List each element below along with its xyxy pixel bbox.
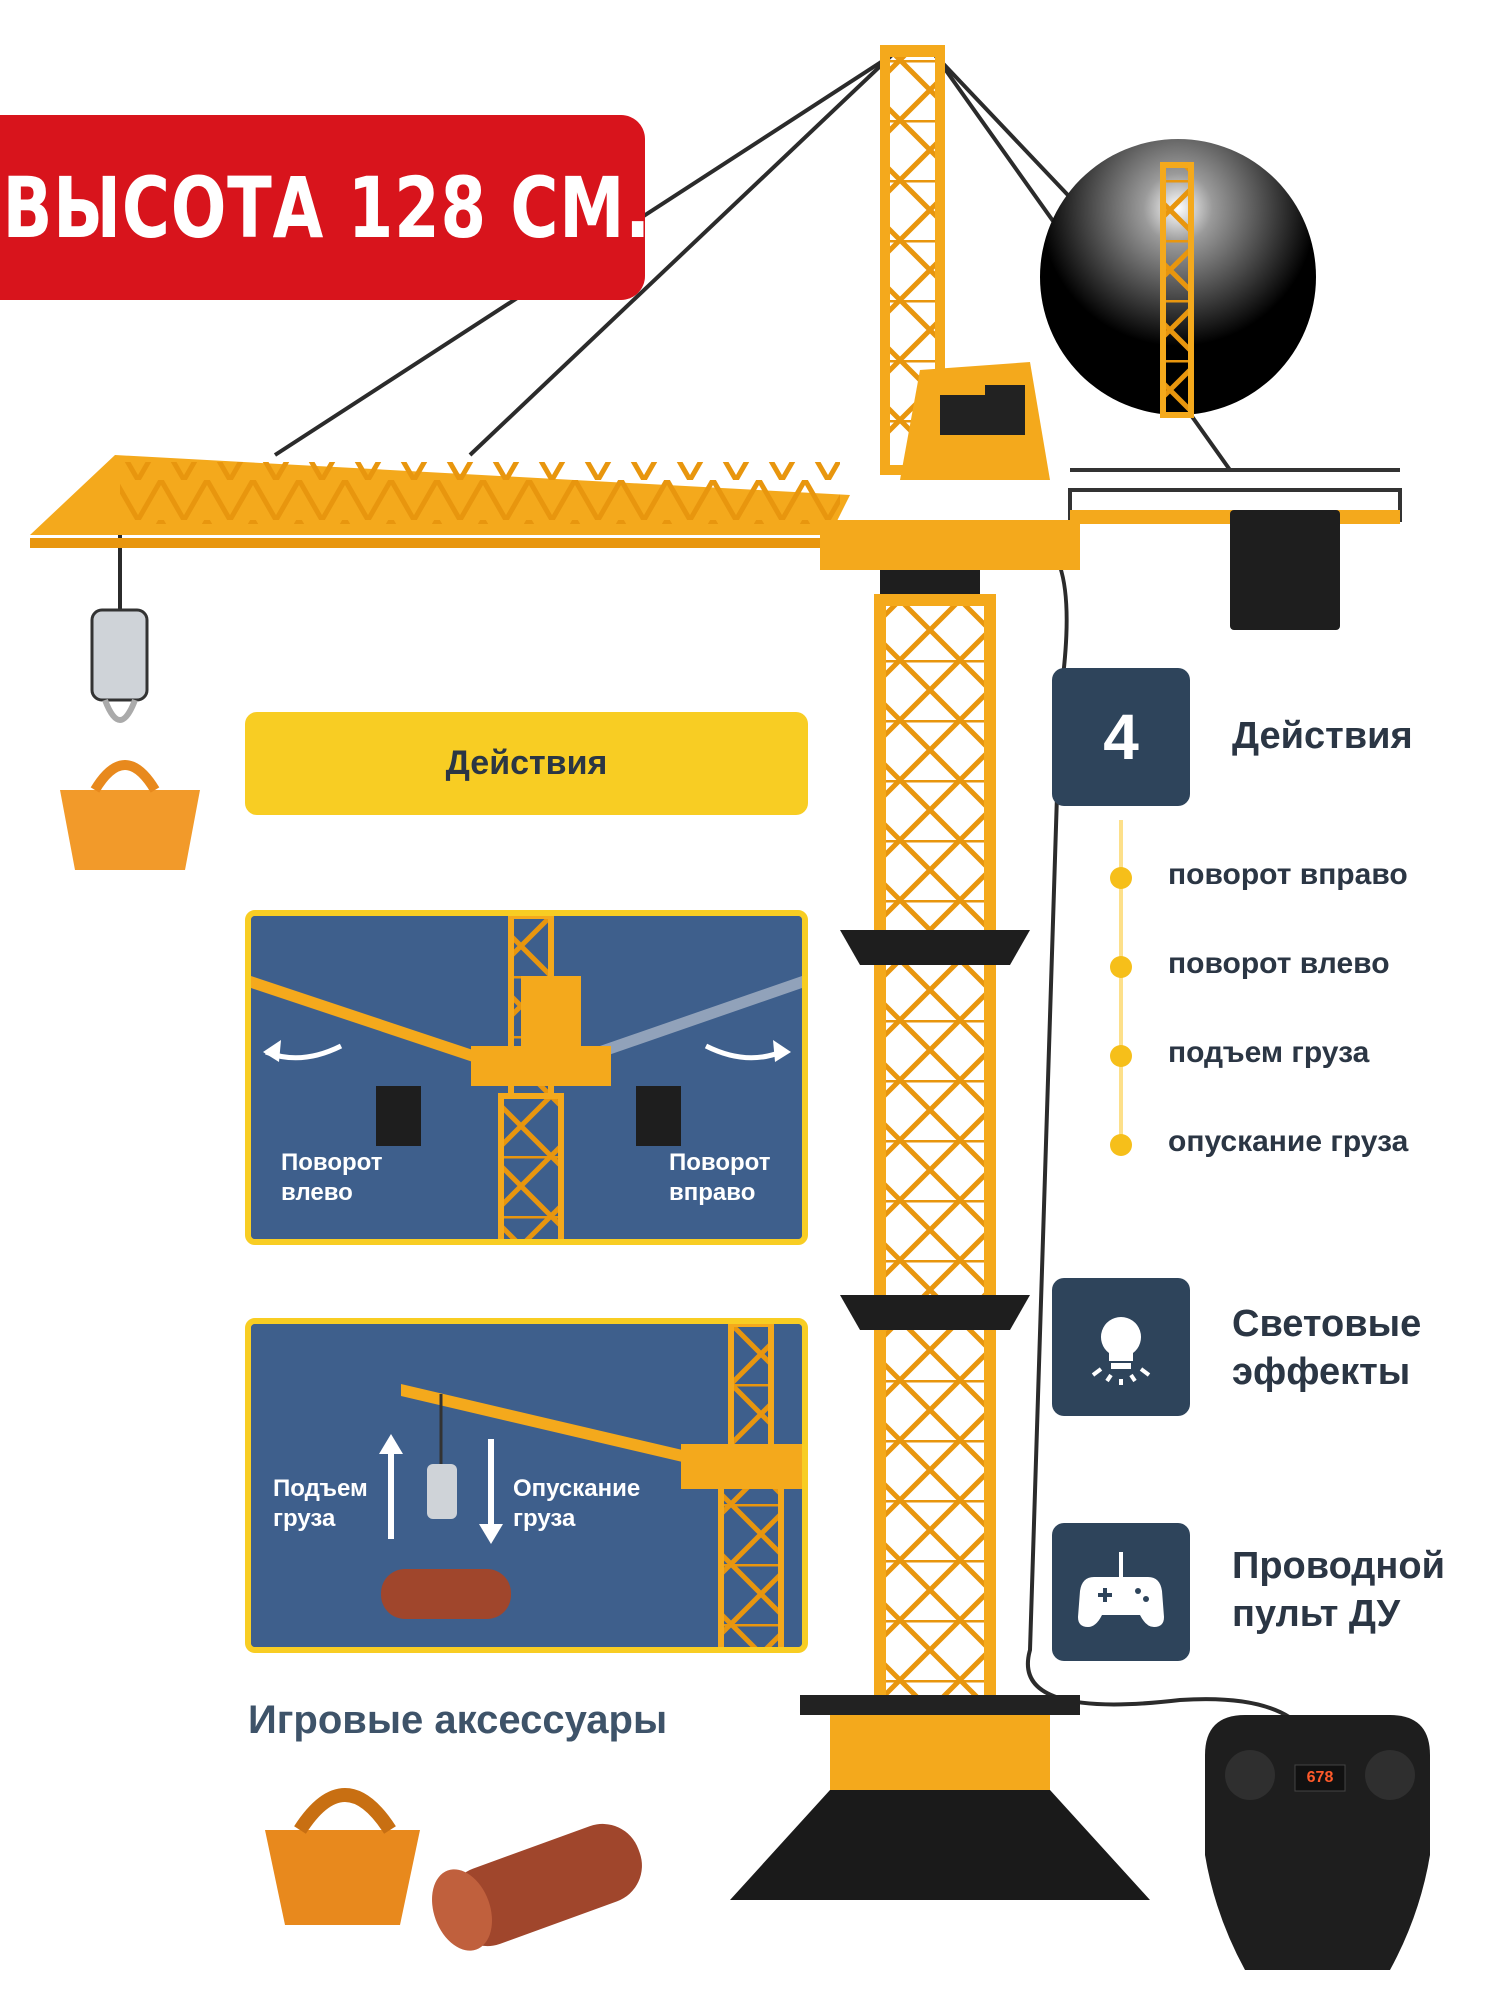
actions-title: Действия: [1232, 715, 1413, 757]
rotate-left-label: Поворот влево: [281, 1149, 383, 1206]
bullet-dot: [1110, 1134, 1132, 1156]
remote-brand-display: 678: [1306, 1769, 1334, 1786]
light-bulb-icon: [1081, 1307, 1161, 1387]
rotate-right-label: Поворот вправо: [669, 1149, 771, 1206]
actions-count-badge: [1052, 668, 1190, 806]
actions-count: 4: [1103, 701, 1139, 773]
height-banner: [0, 115, 651, 300]
remote-badge: [1052, 1523, 1190, 1661]
gamepad-icon: [1076, 1547, 1166, 1637]
action-item: подъем груза: [1168, 1036, 1370, 1069]
remote-title: Проводной пульт ДУ: [1232, 1545, 1445, 1635]
bullet-dot: [1110, 1045, 1132, 1067]
lift-down-label: Опускание груза: [513, 1475, 641, 1532]
accessories-title: Игровые аксессуары: [248, 1698, 668, 1742]
lift-panel: [245, 1318, 808, 1653]
action-item: опускание груза: [1168, 1125, 1409, 1158]
height-banner-text: ВЫСОТА 128 СМ.: [2, 158, 651, 257]
bullet-dot: [1110, 956, 1132, 978]
light-effects-title: Световые эффекты: [1232, 1303, 1422, 1393]
actions-label: Действия: [245, 712, 808, 815]
action-item: поворот вправо: [1168, 858, 1408, 891]
lift-up-label: Подъем груза: [273, 1475, 368, 1532]
bullet-dot: [1110, 867, 1132, 889]
light-effects-badge: [1052, 1278, 1190, 1416]
action-item: поворот влево: [1168, 947, 1390, 980]
rotation-panel: [245, 910, 808, 1245]
